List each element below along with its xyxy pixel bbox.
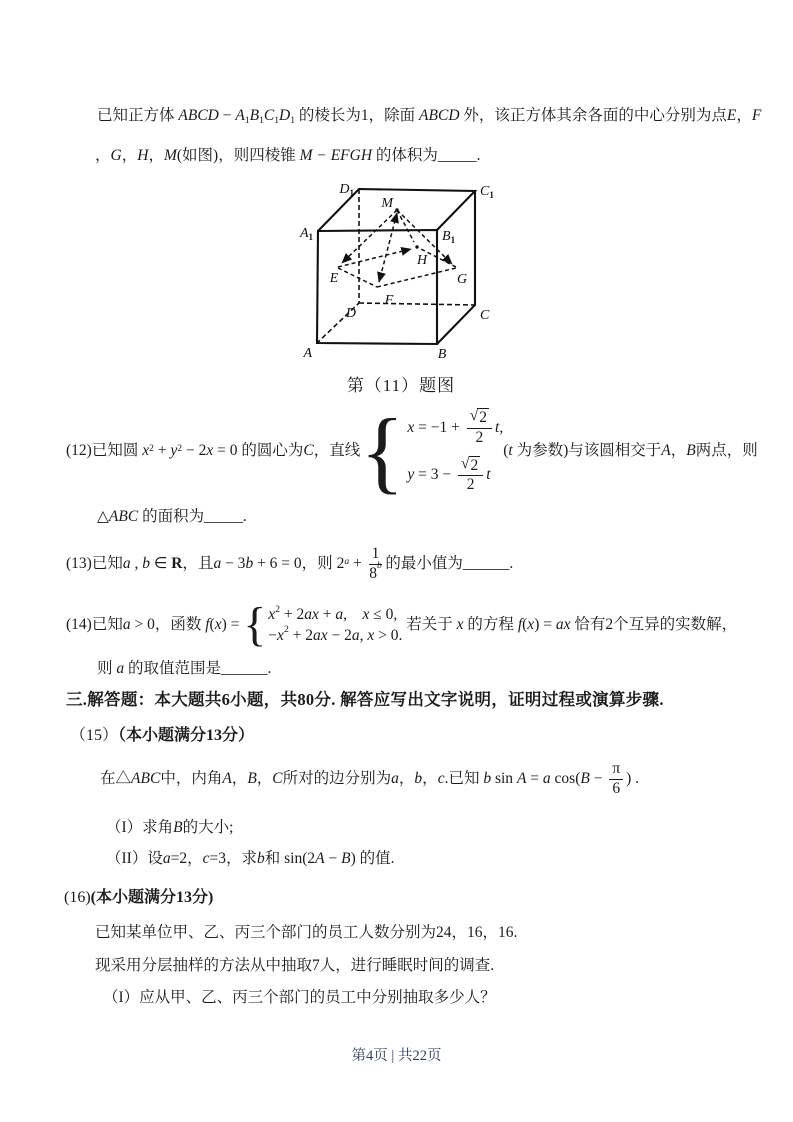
label-C1: $C_1$ [480, 184, 494, 200]
problem-16-line-2: 现采用分层抽样的方法从中抽取7人，进行睡眠时间的调查. [95, 957, 495, 974]
point-M [395, 208, 398, 211]
label-E: E [329, 271, 339, 286]
page-footer: 第4页 | 共22页 [351, 1048, 442, 1064]
problem-13-pre: (13)已知a , b ∈ R，且a − 3b + 6 = 0，则 $2^a$ + [66, 555, 366, 573]
section-3-header: 三.解答题：本大题共6小题，共80分. 解答应写出文字说明，证明过程或演算步骤. [66, 690, 664, 709]
problem-14-line-2: 则 a 的取值范围是______. [97, 660, 272, 677]
segment-E-H [338, 249, 411, 267]
label-D1: $D_1$ [339, 182, 354, 198]
problem-15-post: ) . [626, 770, 640, 788]
cube-diagram [296, 180, 506, 366]
problem-11-figure [296, 180, 506, 396]
problem-12-pre: (12)已知圆 $x^2 + y^2 - 2x = 0$ 的圆心为C，直线 [66, 442, 361, 460]
problem-15-header: （15）（本小题满分13分） [70, 727, 255, 744]
fraction-pi-over-6: $\frac{\pi}{6}$ [609, 761, 623, 797]
label-G: G [456, 272, 468, 287]
label-H: H [416, 253, 428, 268]
label-B: B [437, 347, 447, 362]
figure-caption: 第（11）题图 [346, 376, 456, 395]
segment-M-H [397, 210, 414, 242]
problem-14-line-1 [66, 597, 737, 653]
problem-14-pre: (14)已知a > 0，函数 f(x) = [66, 616, 244, 634]
equation-x: x = −1 + √ 2 2 t, [407, 407, 504, 447]
problem-16-line-1: 已知某单位甲、乙、丙三个部门的员工人数分别为24，16，16. [95, 924, 518, 941]
problem-15-pre: 在△ABC中，内角A，B，C所对的边分别为a，b，c.已知 b sin A = a cos(B − [100, 770, 607, 788]
cube-right-face [437, 191, 475, 344]
problem-16-header: (16)(本小题满分13分) [64, 889, 214, 906]
problem-14-post: 若关于 x 的方程 f(x) = ax 恰有2个互异的实数解， [402, 616, 738, 634]
equation-y: y = 3 − √ 2 2 t [407, 454, 491, 494]
problem-16-item-1: （I）应从甲、乙、丙三个部门的员工中分别抽取多少人？ [103, 989, 496, 1006]
problem-12-line-1 [66, 398, 758, 504]
problem-15-item-2: （II）设a=2，c=3，求b和 sin(2A − B) 的值. [106, 850, 395, 867]
problem-12-post: (t 为参数)与该圆相交于A，B两点，则 [503, 442, 758, 460]
segment-M-F [379, 213, 397, 282]
problem-15-item-1: （I）求角B的大小; [106, 819, 234, 836]
segment-E-F [338, 268, 377, 287]
problem-13-post: 的最小值为______. [385, 555, 514, 573]
piecewise-function [268, 605, 402, 645]
problem-12-line-2: △ABC 的面积为_____. [97, 508, 247, 525]
parametric-equations [407, 408, 503, 493]
problem-15-given [100, 757, 639, 801]
problem-13-line [66, 540, 513, 588]
label-M: M [381, 196, 393, 211]
fraction-sqrt2-over-2: √ 2 2 [458, 456, 483, 494]
label-A1: $A_1$ [299, 226, 313, 242]
label-C: C [480, 308, 490, 323]
problem-11-line-2: ，G，H，M(如图)，则四棱锥 M − EFGH 的体积为_____. [95, 147, 481, 164]
point-H [415, 245, 418, 248]
fraction-1-over-8b: 1 8 b [369, 545, 382, 582]
label-D: D [345, 306, 356, 321]
piecewise-row-2: − x 2 + 2 ax − 2 a , x > 0. [268, 624, 403, 644]
label-A: A [303, 346, 312, 361]
problem-11-line-1: 已知正方体 ABCD − A1B1C1D1 的棱长为1，除面 ABCD 外，该正方体其余各面的中心分别为点E，F [97, 107, 762, 126]
label-B1: $B_1$ [442, 229, 456, 245]
left-brace: { [360, 399, 405, 502]
cube-hidden-edge-dc [359, 303, 475, 305]
fraction-sqrt2-over-2: √ 2 2 [467, 408, 492, 446]
label-F: F [384, 293, 394, 308]
segment-F-G [377, 268, 456, 287]
left-brace: { [243, 597, 267, 651]
piecewise-row-1: x 2 + 2 ax + a , x ≤ 0, [268, 604, 398, 624]
